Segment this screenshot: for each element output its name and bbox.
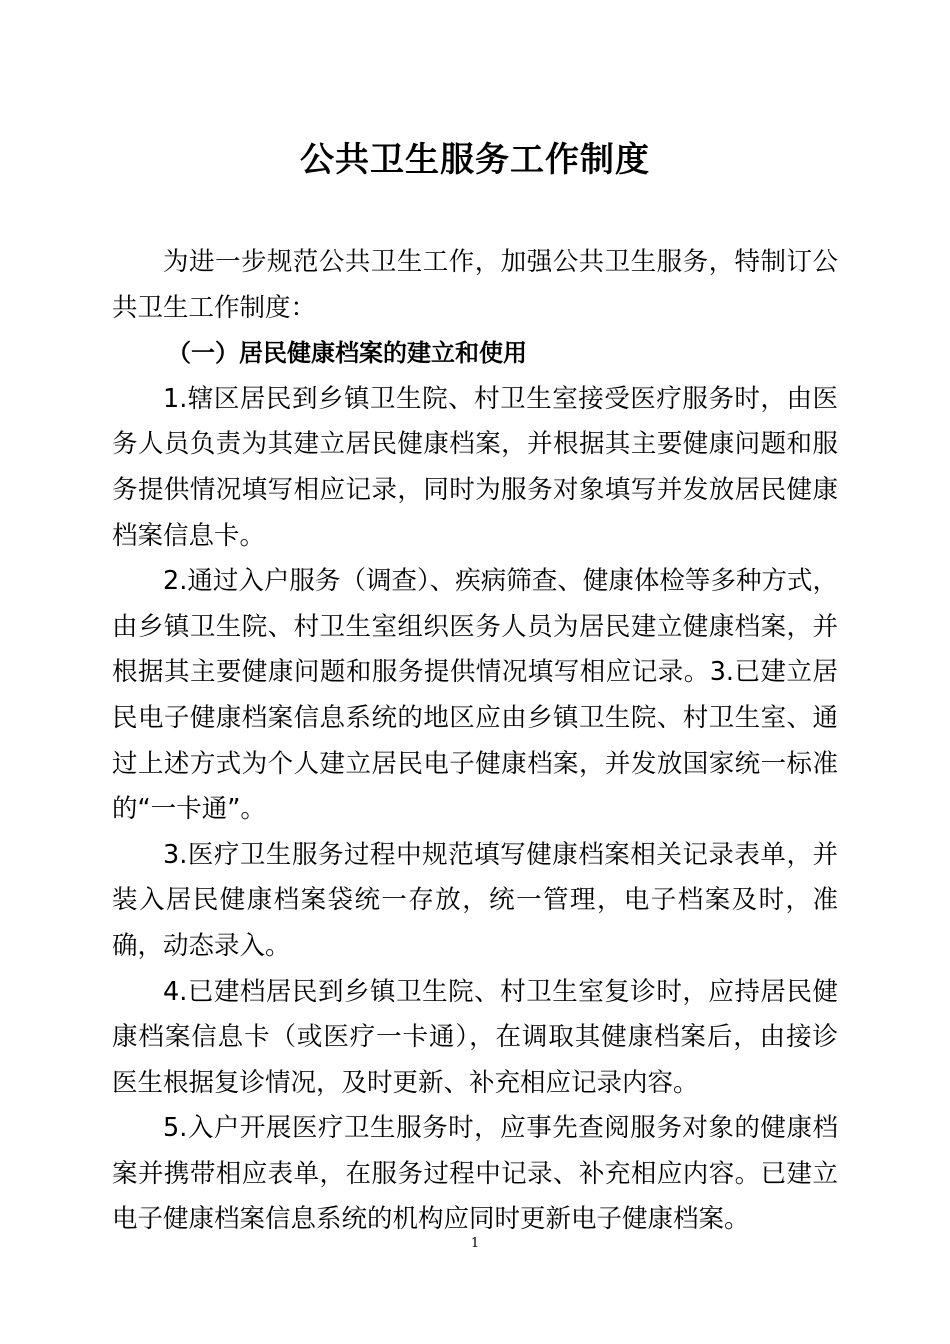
document-title: 公共卫生服务工作制度 (300, 140, 650, 180)
paragraph-5: 5.入户开展医疗卫生服务时，应事先查阅服务对象的健康档案并携带相应表单，在服务过程中记录、补充相应内容。已建立电子健康档案信息系统的机构应同时更新电子健康档案。 (112, 1113, 838, 1235)
paragraph-1: 1.辖区居民到乡镇卫生院、村卫生室接受医疗服务时，由医务人员负责为其建立居民健康档案，并根据其主要健康问题和服务提供情况填写相应记录，同时为服务对象填写并发放居民健康档案信息卡。 (112, 383, 838, 551)
intro-paragraph: 为进一步规范公共卫生工作，加强公共卫生服务，特制订公共卫生工作制度： (112, 247, 838, 323)
document-body (112, 240, 838, 1243)
page-number: 1 (470, 1236, 480, 1251)
paragraph-4: 4.已建档居民到乡镇卫生院、村卫生室复诊时，应持居民健康档案信息卡（或医疗一卡通），在调取其健康档案后，由接诊医生根据复诊情况，及时更新、补充相应记录内容。 (112, 976, 838, 1098)
section-heading: （一）居民健康档案的建立和使用 (167, 339, 527, 368)
paragraph-3: 3.医疗卫生服务过程中规范填写健康档案相关记录表单，并装入居民健康档案袋统一存放，统一管理，电子档案及时，准确，动态录入。 (112, 839, 838, 961)
paragraph-2: 2.通过入户服务（调查）、疾病筛查、健康体检等多种方式，由乡镇卫生院、村卫生室组织医务人员为居民建立健康档案，并根据其主要健康问题和服务提供情况填写相应记录。3.已建立居民电子健康档案信息系统的地区应由乡镇卫生院、村卫生室、通过上述方式为个人建立居民电子健康档案，并发放国家统一标准的“一卡通”。 (112, 566, 838, 825)
